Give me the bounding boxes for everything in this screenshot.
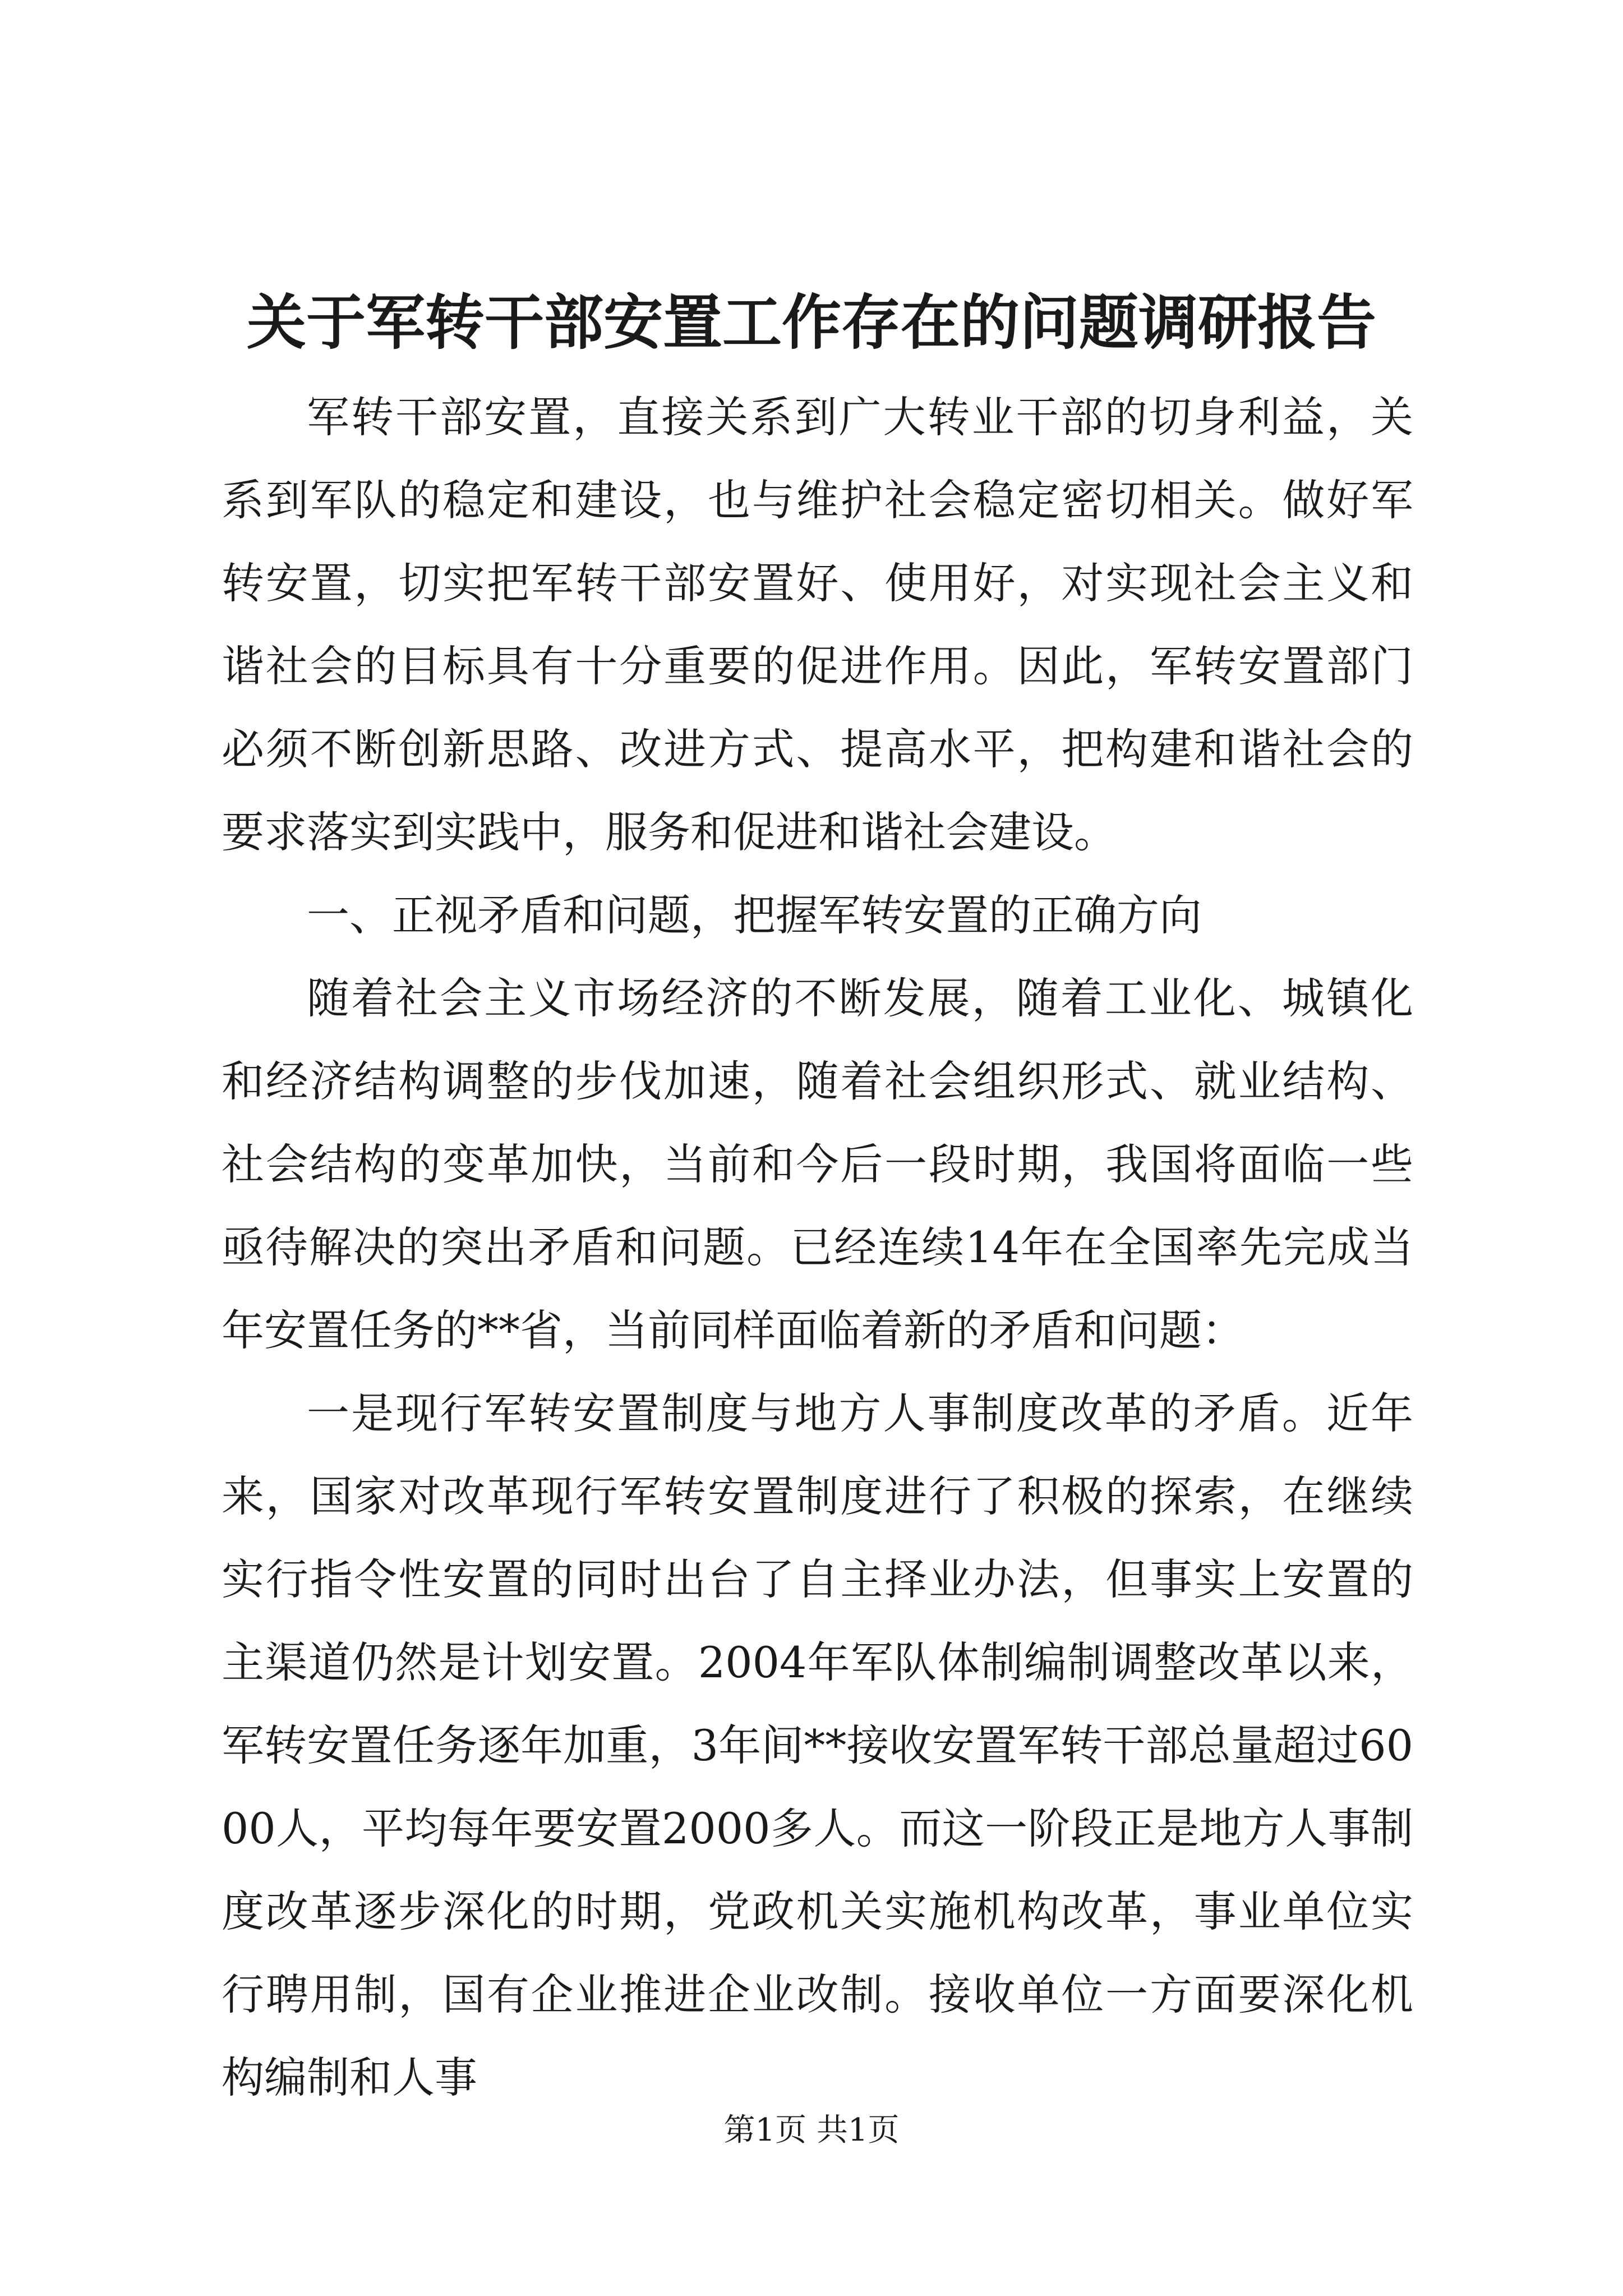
paragraph-intro: 军转干部安置，直接关系到广大转业干部的切身利益，关系到军队的稳定和建设，也与维护社会稳定密切相关。做好军转安置，切实把军转干部安置好、使用好，对实现社会主义和谐社会的目标具有十分重要的促进作用。因此，军转安置部门必须不断创新思路、改进方式、提高水平，把构建和谐社会的要求落实到实践中，服务和促进和谐社会建设。 (222, 392, 1413, 857)
paragraph-problem-1: 一是现行军转安置制度与地方人事制度改革的矛盾。近年来，国家对改革现行军转安置制度进行了积极的探索，在继续实行指令性安置的同时出台了自主择业办法，但事实上安置的主渠道仍然是计划安置。2004年军队体制编制调整改革以来，军转安置任务逐年加重，3年间**接收安置军转干部总量超过6000人，平均每年要安置2000多人。而这一阶段正是地方人事制度改革逐步深化的时期，党政机关实施机构改革，事业单位实行聘用制，国有企业推进企业改制。接收单位一方面要深化机构编制和人事 (222, 1388, 1413, 2102)
section-heading-1: 一、正视矛盾和问题，把握军转安置的正确方向 (307, 890, 1202, 940)
document-body (222, 376, 1413, 2119)
page-footer: 第1页 共1页 (723, 2112, 900, 2148)
paragraph-background: 随着社会主义市场经济的不断发展，随着工业化、城镇化和经济结构调整的步伐加速，随着社会组织形式、就业结构、社会结构的变革加快，当前和今后一段时期，我国将面临一些亟待解决的突出矛盾和问题。已经连续14年在全国率先完成当年安置任务的**省，当前同样面临着新的矛盾和问题： (222, 973, 1413, 1355)
document-title: 关于军转干部安置工作存在的问题调研报告 (247, 287, 1376, 357)
